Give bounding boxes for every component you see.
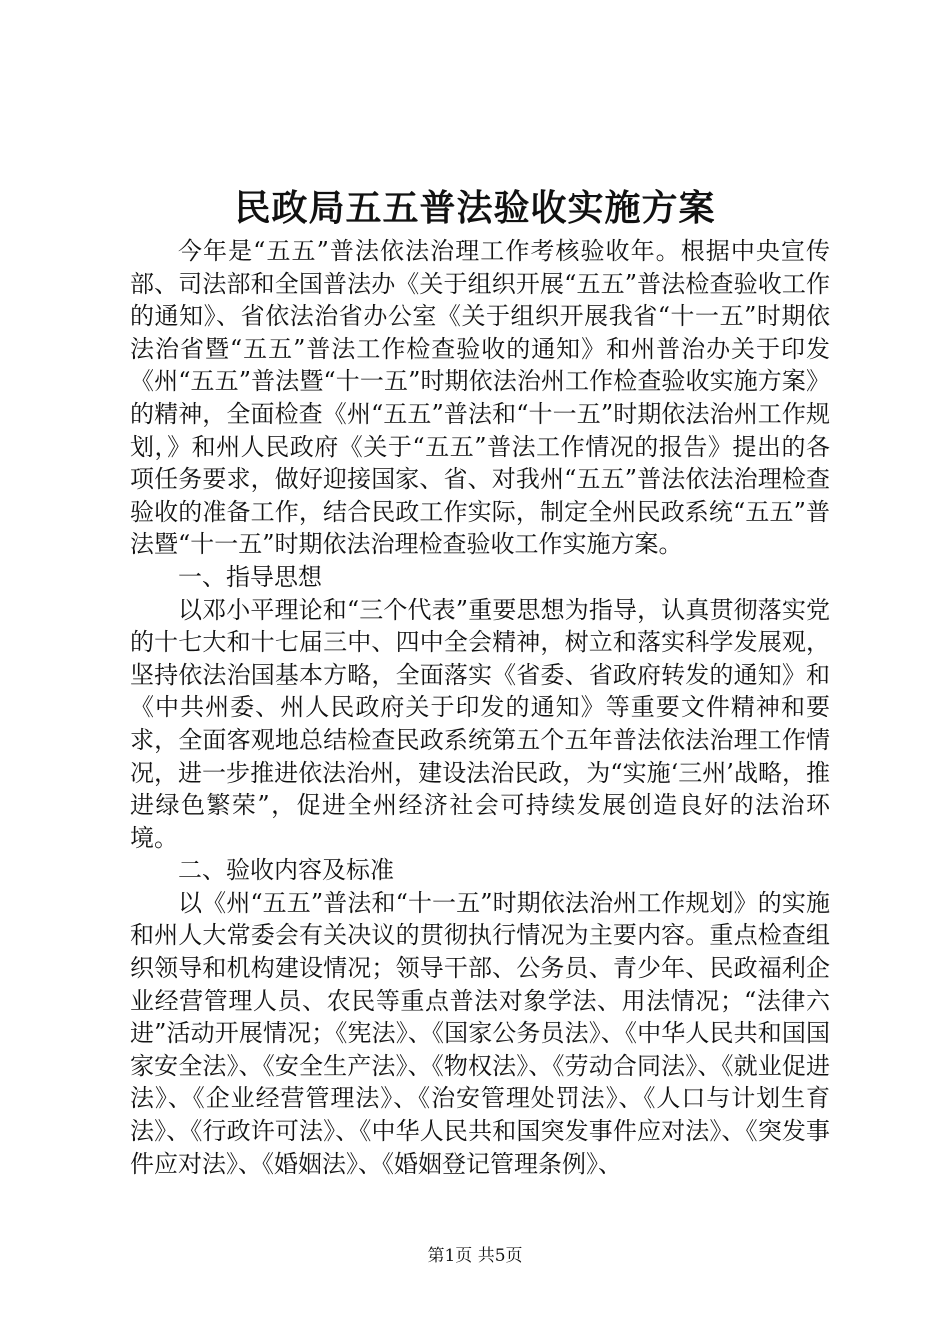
guiding-ideology-paragraph: 以邓小平理论和“三个代表”重要思想为指导，认真贯彻落实党的十七大和十七届三中、四中全会精神，树立和落实科学发展观，坚持依法治国基本方略，全面落实《省委、省政府转发的通知》和《中共州委、州人民政府关于印发的通知》等重要文件精神和要求，全面客观地总结检查民政系统第五个五年普法依法治理工作情况，进一步推进依法治州，建设法治民政，为“实施‘三州’战略，推进绿色繁荣”，促进全州经济社会可持续发展创造良好的法治环境。: [130, 595, 830, 852]
acceptance-content-paragraph: 以《州“五五”普法和“十一五”时期依法治州工作规划》的实施和州人大常委会有关决议的贯彻执行情况为主要内容。重点检查组织领导和机构建设情况；领导干部、公务员、青少年、民政福利企业经营管理人员、农民等重点普法对象学法、用法情况；“法律六进”活动开展情况；《宪法》、《国家公务员法》、《中华人民共和国国家安全法》、《安全生产法》、《物权法》、《劳动合同法》、《就业促进法》、《企业经营管理法》、《治安管理处罚法》、《人口与计划生育法》、《行政许可法》、《中华人民共和国突发事件应对法》、《突发事件应对法》、《婚姻法》、《婚姻登记管理条例》、: [130, 888, 830, 1178]
document-title: 民政局五五普法验收实施方案: [234, 187, 716, 229]
document-body: [130, 235, 830, 1180]
section-heading-guiding-ideology: 一、指导思想: [178, 562, 322, 591]
intro-paragraph: 今年是“五五”普法依法治理工作考核验收年。根据中央宣传部、司法部和全国普法办《关于组织开展“五五”普法检查验收工作的通知》、省依法治省办公室《关于组织开展我省“十一五”时期依法治省暨“五五”普法工作检查验收的通知》和州普治办关于印发《州“五五”普法暨“十一五”时期依法治州工作检查验收实施方案》的精神，全面检查《州“五五”普法和“十一五”时期依法治州工作规划，》和州人民政府《关于“五五”普法工作情况的报告》提出的各项任务要求，做好迎接国家、省、对我州“五五”普法依法治理检查验收的准备工作，结合民政工作实际，制定全州民政系统“五五”普法暨“十一五”时期依法治理检查验收工作实施方案。: [130, 237, 830, 559]
section-heading-acceptance-content: 二、验收内容及标准: [178, 856, 394, 885]
page-number-footer: 第1页 共5页: [427, 1246, 523, 1266]
